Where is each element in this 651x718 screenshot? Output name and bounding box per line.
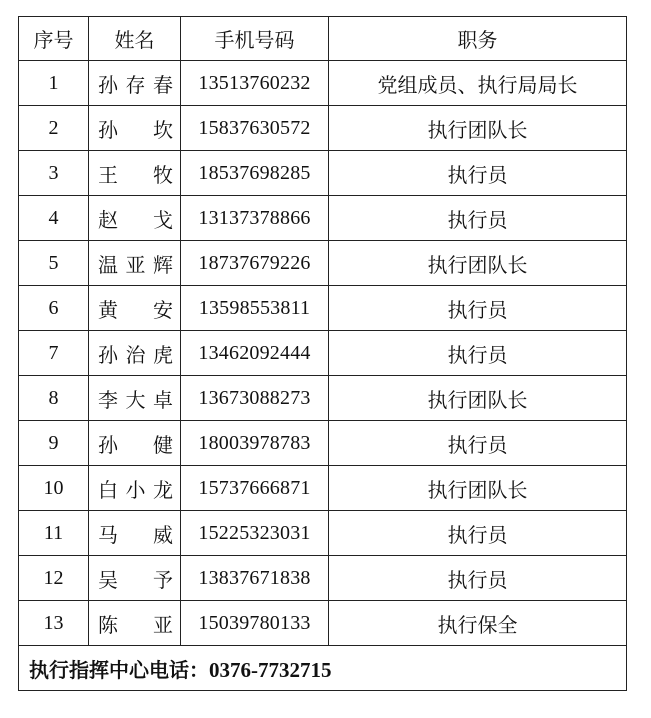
phone-cell: 15737666871 [181, 466, 329, 511]
table-row [19, 601, 627, 646]
serial-number-cell: 11 [19, 511, 89, 556]
name-cell: 吴予 [89, 556, 181, 601]
table-header-row [19, 17, 627, 61]
phone-cell: 13837671838 [181, 556, 329, 601]
command-center-label: 执行指挥中心电话： [29, 657, 209, 682]
name-cell: 马威 [89, 511, 181, 556]
name-cell: 王牧 [89, 151, 181, 196]
position-cell: 执行团队长 [329, 376, 627, 421]
position-cell: 执行团队长 [329, 466, 627, 511]
name-cell: 李大卓 [89, 376, 181, 421]
phone-cell: 13673088273 [181, 376, 329, 421]
position-cell: 执行员 [329, 331, 627, 376]
table-row [19, 106, 627, 151]
table-row [19, 286, 627, 331]
header-position: 职务 [329, 17, 627, 61]
name-cell: 孙治虎 [89, 331, 181, 376]
name-cell: 孙健 [89, 421, 181, 466]
serial-number-cell: 9 [19, 421, 89, 466]
position-cell: 执行团队长 [329, 106, 627, 151]
position-cell: 执行团队长 [329, 241, 627, 286]
phone-cell: 18003978783 [181, 421, 329, 466]
table-row [19, 331, 627, 376]
serial-number-cell: 8 [19, 376, 89, 421]
name-cell: 黄安 [89, 286, 181, 331]
table-row [19, 556, 627, 601]
serial-number-cell: 5 [19, 241, 89, 286]
position-cell: 执行员 [329, 421, 627, 466]
table-row [19, 376, 627, 421]
table-row [19, 466, 627, 511]
position-cell: 执行员 [329, 151, 627, 196]
position-cell: 执行员 [329, 286, 627, 331]
table-row [19, 511, 627, 556]
table-row [19, 61, 627, 106]
phone-cell: 18737679226 [181, 241, 329, 286]
serial-number-cell: 2 [19, 106, 89, 151]
table-row [19, 421, 627, 466]
command-center-number: 0376-7732715 [209, 657, 332, 682]
header-phone: 手机号码 [181, 17, 329, 61]
position-cell: 执行员 [329, 556, 627, 601]
position-cell: 执行员 [329, 511, 627, 556]
serial-number-cell: 13 [19, 601, 89, 646]
position-cell: 党组成员、执行局局长 [329, 61, 627, 106]
name-cell: 孙存春 [89, 61, 181, 106]
table-body [19, 61, 627, 646]
serial-number-cell: 12 [19, 556, 89, 601]
name-cell: 温亚辉 [89, 241, 181, 286]
serial-number-cell: 10 [19, 466, 89, 511]
footer-row [19, 646, 627, 691]
name-cell: 孙坎 [89, 106, 181, 151]
table-row [19, 241, 627, 286]
command-center-phone [19, 646, 627, 691]
name-cell: 赵戈 [89, 196, 181, 241]
phone-cell: 18537698285 [181, 151, 329, 196]
phone-cell: 13598553811 [181, 286, 329, 331]
phone-cell: 15225323031 [181, 511, 329, 556]
serial-number-cell: 4 [19, 196, 89, 241]
serial-number-cell: 3 [19, 151, 89, 196]
phone-cell: 15837630572 [181, 106, 329, 151]
phone-cell: 13513760232 [181, 61, 329, 106]
position-cell: 执行保全 [329, 601, 627, 646]
header-name: 姓名 [89, 17, 181, 61]
table-row [19, 196, 627, 241]
header-serial-number: 序号 [19, 17, 89, 61]
contact-table [18, 16, 627, 691]
name-cell: 白小龙 [89, 466, 181, 511]
serial-number-cell: 6 [19, 286, 89, 331]
phone-cell: 15039780133 [181, 601, 329, 646]
serial-number-cell: 7 [19, 331, 89, 376]
name-cell: 陈亚 [89, 601, 181, 646]
position-cell: 执行员 [329, 196, 627, 241]
phone-cell: 13137378866 [181, 196, 329, 241]
phone-cell: 13462092444 [181, 331, 329, 376]
table-row [19, 151, 627, 196]
serial-number-cell: 1 [19, 61, 89, 106]
